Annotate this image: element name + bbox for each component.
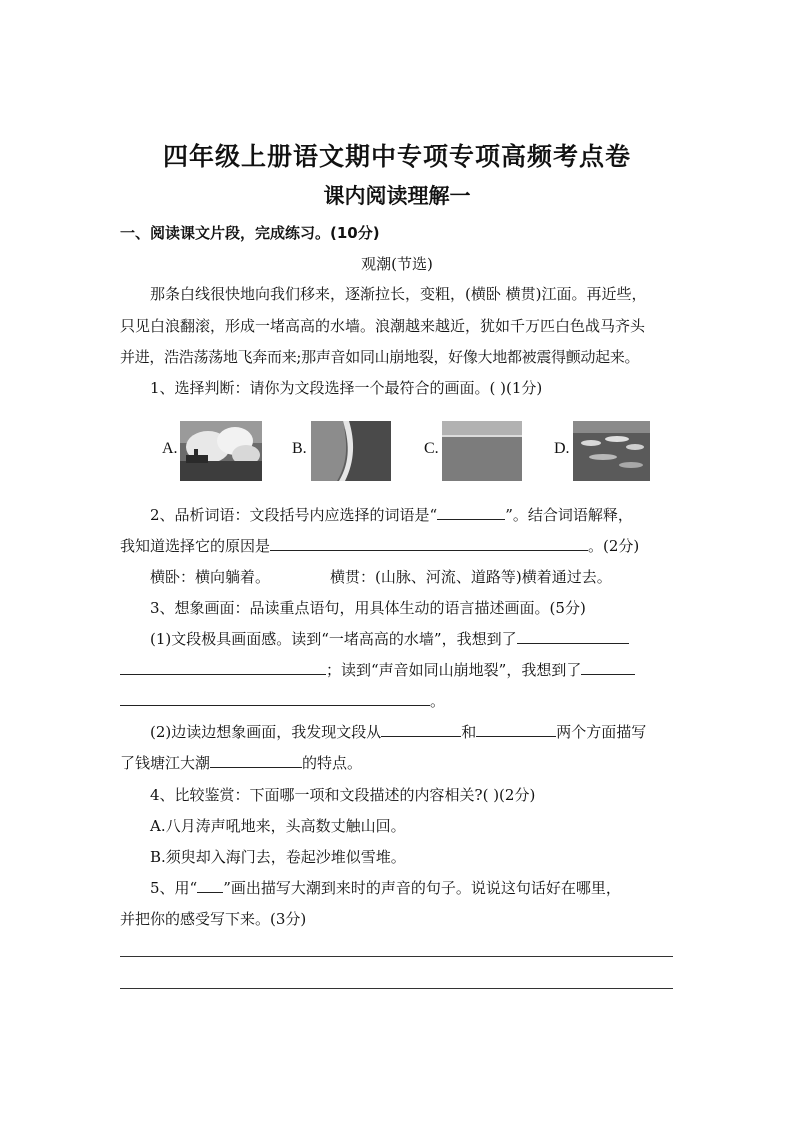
- q3-part2-line-1: [150, 722, 646, 742]
- q3-part1-prompt-2: ；读到“声音如同山崩地裂”，我想到了: [326, 661, 582, 679]
- page-subtitle: 课内阅读理解一: [323, 184, 471, 208]
- passage-heading: 观潮(节选): [361, 255, 433, 273]
- q2-word-blank[interactable]: [437, 505, 505, 520]
- q3-part1-line-1: [150, 629, 629, 649]
- q3-part2-blank-1[interactable]: [381, 722, 461, 737]
- q5-prompt-tail: ”画出描写大潮到来时的声音的句子。说说这句话好在哪里，: [223, 879, 621, 897]
- q3-part1-blank-2b[interactable]: [120, 691, 430, 706]
- question-2-line-2: [120, 536, 639, 556]
- option-b-image[interactable]: [311, 421, 391, 481]
- question-5-line-1: [150, 878, 621, 898]
- page-title: 四年级上册语文期中专项专项高频考点卷: [162, 142, 631, 171]
- option-d-image[interactable]: [573, 421, 650, 481]
- q3-part1-line-3: [120, 691, 445, 711]
- q2-prompt-tail: ”。结合词语解释，: [505, 506, 633, 524]
- q2-score: 。(2分): [588, 537, 640, 555]
- q3-part2-line-2: [120, 753, 362, 773]
- option-a-image[interactable]: [180, 421, 262, 481]
- q3-part1-prompt: (1)文段极具画面感。读到“一堵高高的水墙”，我想到了: [150, 630, 517, 648]
- q5-underline-sample: [197, 878, 223, 893]
- q3-part1-blank-1a[interactable]: [517, 629, 629, 644]
- q3-part1-blank-2a[interactable]: [581, 660, 635, 675]
- q3-part1-end: 。: [430, 692, 446, 710]
- q3-part2-and: 和: [461, 723, 477, 741]
- passage-line-3: 并进，浩浩荡荡地飞奔而来;那声音如同山崩地裂，好像大地都被震得颤动起来。: [120, 348, 640, 366]
- answer-line-2[interactable]: [120, 988, 673, 989]
- question-2-line-1: [150, 505, 633, 525]
- question-1: 1、选择判断：请你为文段选择一个最符合的画面。( )(1分): [150, 379, 543, 397]
- passage-line-1: 那条白线很快地向我们移来，逐渐拉长，变粗，(横卧 横贯)江面。再近些，: [150, 285, 647, 303]
- q3-part2-end: 的特点。: [302, 754, 363, 772]
- option-a-label: A.: [162, 440, 178, 457]
- q4-option-b[interactable]: B.须臾却入海门去，卷起沙堆似雪堆。: [150, 848, 406, 866]
- option-b-label: B.: [292, 440, 307, 457]
- question-5-line-2: 并把你的感受写下来。(3分): [120, 910, 307, 928]
- definition-hengguan: 横贯：(山脉、河流、道路等)横着通过去。: [330, 568, 612, 586]
- q3-part2-tail: 两个方面描写: [556, 723, 647, 741]
- q3-part2-prompt-2: 了钱塘江大潮: [120, 754, 211, 772]
- q2-reason-blank[interactable]: [270, 536, 588, 551]
- question-4: 4、比较鉴赏：下面哪一项和文段描述的内容相关?( )(2分): [150, 786, 536, 804]
- q4-option-a[interactable]: A.八月涛声吼地来，头高数丈触山回。: [150, 817, 406, 835]
- option-c-label: C.: [424, 440, 439, 457]
- q3-part2-blank-2[interactable]: [476, 722, 556, 737]
- q3-part2-blank-3[interactable]: [210, 753, 302, 768]
- option-c-image[interactable]: [442, 421, 522, 481]
- question-3: 3、想象画面：品读重点语句，用具体生动的语言描述画面。(5分): [150, 599, 586, 617]
- section-heading: 一、阅读课文片段，完成练习。(10分): [120, 224, 380, 242]
- q2-reason-prompt: 我知道选择它的原因是: [120, 537, 271, 555]
- option-d-label: D.: [554, 440, 570, 457]
- passage-line-2: 只见白浪翻滚，形成一堵高高的水墙。浪潮越来越近，犹如千万匹白色战马齐头: [120, 317, 646, 335]
- q3-part1-blank-1b[interactable]: [120, 660, 326, 675]
- q3-part1-line-2: [120, 660, 635, 680]
- answer-line-1[interactable]: [120, 956, 673, 957]
- q5-prompt: 5、用“: [150, 879, 198, 897]
- q3-part2-prompt: (2)边读边想象画面，我发现文段从: [150, 723, 382, 741]
- definition-hengwo: 横卧：横向躺着。: [150, 568, 271, 586]
- q2-prompt: 2、品析词语：文段括号内应选择的词语是“: [150, 506, 438, 524]
